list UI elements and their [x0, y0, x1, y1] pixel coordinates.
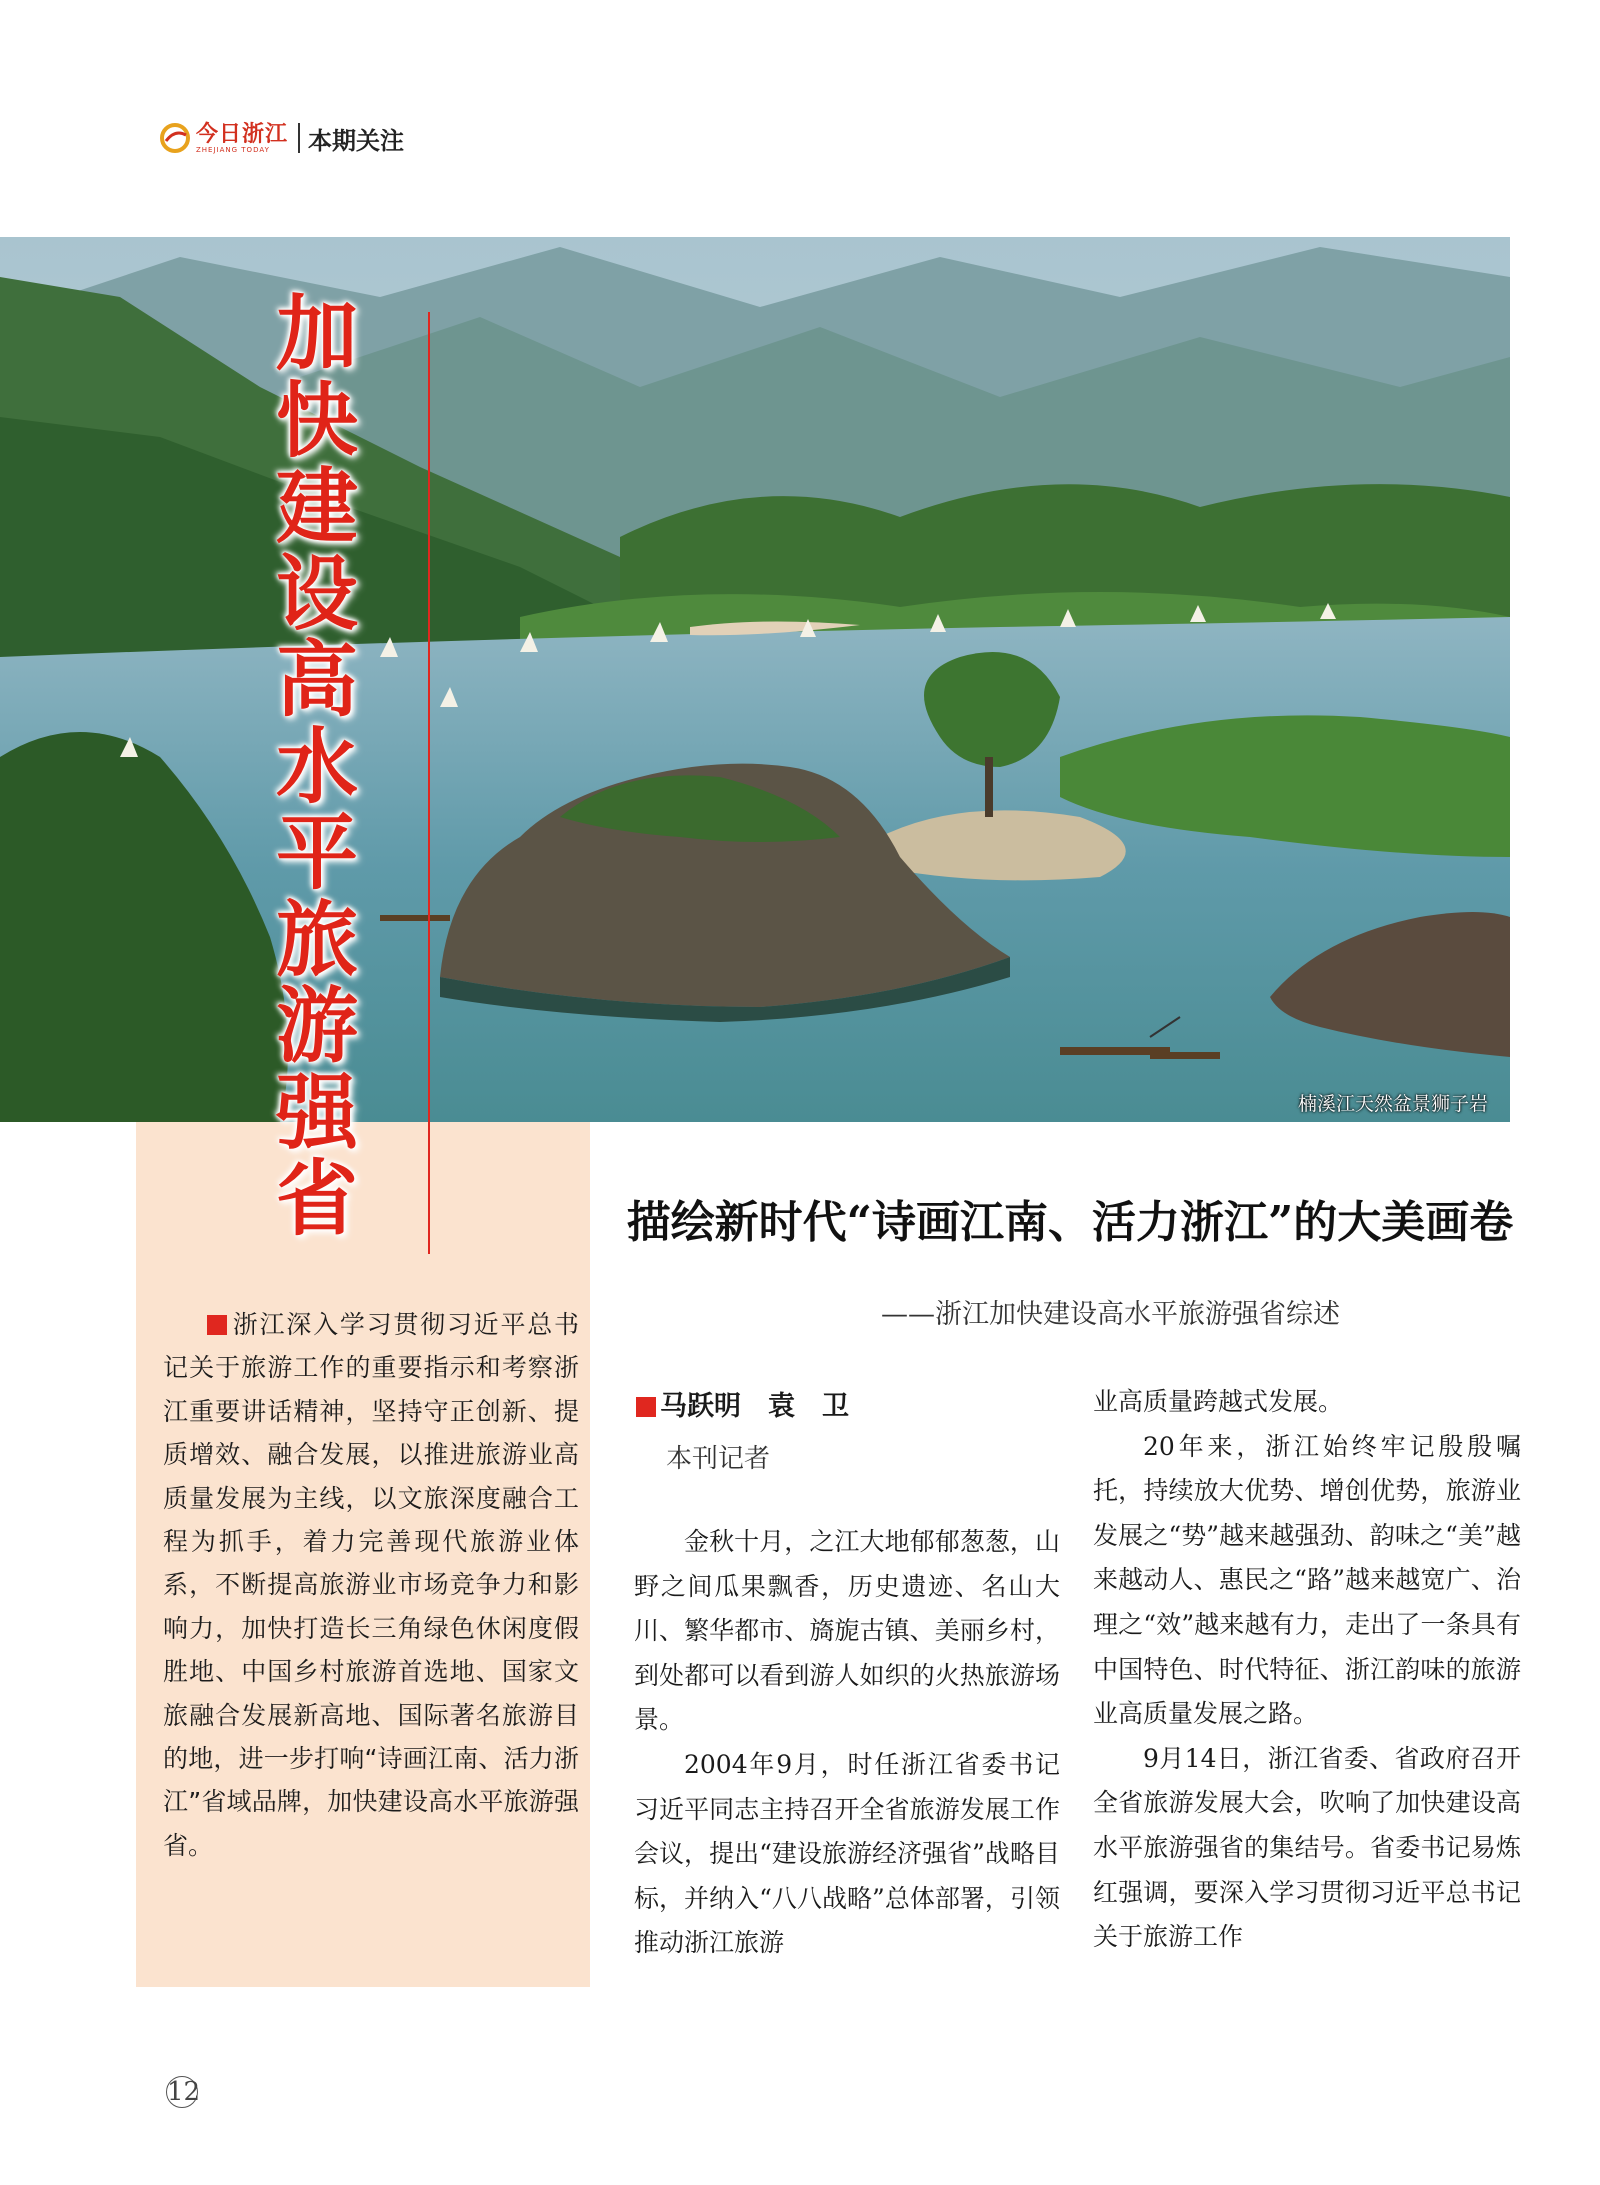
paragraph-continuation: 业高质量跨越式发展。 [1093, 1387, 1344, 1416]
author-role: 本刊记者 [666, 1444, 771, 1474]
square-bullet-icon [636, 1397, 656, 1417]
summary-text [163, 1303, 579, 1867]
paragraph: 2004年9月，时任浙江省委书记习近平同志主持召开全省旅游发展工作会议，提出“建设旅游经济强省”战略目标，并纳入“八八战略”总体部署，引领推动浙江旅游 [634, 1749, 1060, 1958]
article-column-2 [1093, 1380, 1521, 1960]
logo-icon [160, 123, 190, 153]
logo-text: 今日浙江 [196, 120, 289, 147]
magazine-logo [160, 120, 289, 154]
summary-paragraph: 浙江深入学习贯彻习近平总书记关于旅游工作的重要指示和考察浙江重要讲话精神，坚持守正创新、提质增效、融合发展，以推进旅游业高质量发展为主线，以文旅深度融合工程为抓手，着力完善现代旅游业体系，不断提高旅游业市场竞争力和影响力，加快打造长三角绿色休闲度假胜地、中国乡村旅游首选地、国家文旅融合发展新高地、国际著名旅游目的地，进一步打响“诗画江南、活力浙江”省域品牌，加快建设高水平旅游强省。 [163, 1310, 579, 1860]
article-title: 描绘新时代“诗画江南、活力浙江”的大美画卷 [626, 1197, 1514, 1248]
paragraph: 20年来，浙江始终牢记殷殷嘱托，持续放大优势、增创优势，旅游业发展之“势”越来越强劲、韵味之“美”越来越动人、惠民之“路”越来越宽广、治理之“效”越来越有力，走出了一条具有中国特色、时代特征、浙江韵味的旅游业高质量发展之路。 [1093, 1431, 1521, 1729]
landscape-photo [0, 237, 1510, 1122]
page-number: 12 [167, 2077, 201, 2107]
author-line [636, 1384, 849, 1423]
square-bullet-icon [207, 1315, 227, 1335]
vertical-title: 加快建设高水平旅游强省 [275, 287, 358, 1247]
article-subtitle: ——浙江加快建设高水平旅游强省综述 [881, 1299, 1340, 1330]
paragraph: 金秋十月，之江大地郁郁葱葱，山野之间瓜果飘香，历史遗迹、名山大川、繁华都市、旖旎古镇、美丽乡村，到处都可以看到游人如织的火热旅游场景。 [634, 1527, 1060, 1735]
page-header [160, 118, 404, 158]
article-column-1 [634, 1520, 1060, 1966]
title-rule [428, 312, 430, 1254]
authors: 马跃明 袁 卫 [660, 1391, 849, 1422]
photo-caption: 楠溪江天然盆景狮子岩 [1297, 1093, 1488, 1115]
paragraph: 9月14日，浙江省委、省政府召开全省旅游发展大会，吹响了加快建设高水平旅游强省的集结号。省委书记易炼红强调，要深入学习贯彻习近平总书记关于旅游工作 [1093, 1743, 1521, 1952]
header-divider [298, 123, 300, 153]
logo-subtext: ZHEJIANG TODAY [196, 145, 270, 154]
section-label: 本期关注 [308, 126, 405, 155]
